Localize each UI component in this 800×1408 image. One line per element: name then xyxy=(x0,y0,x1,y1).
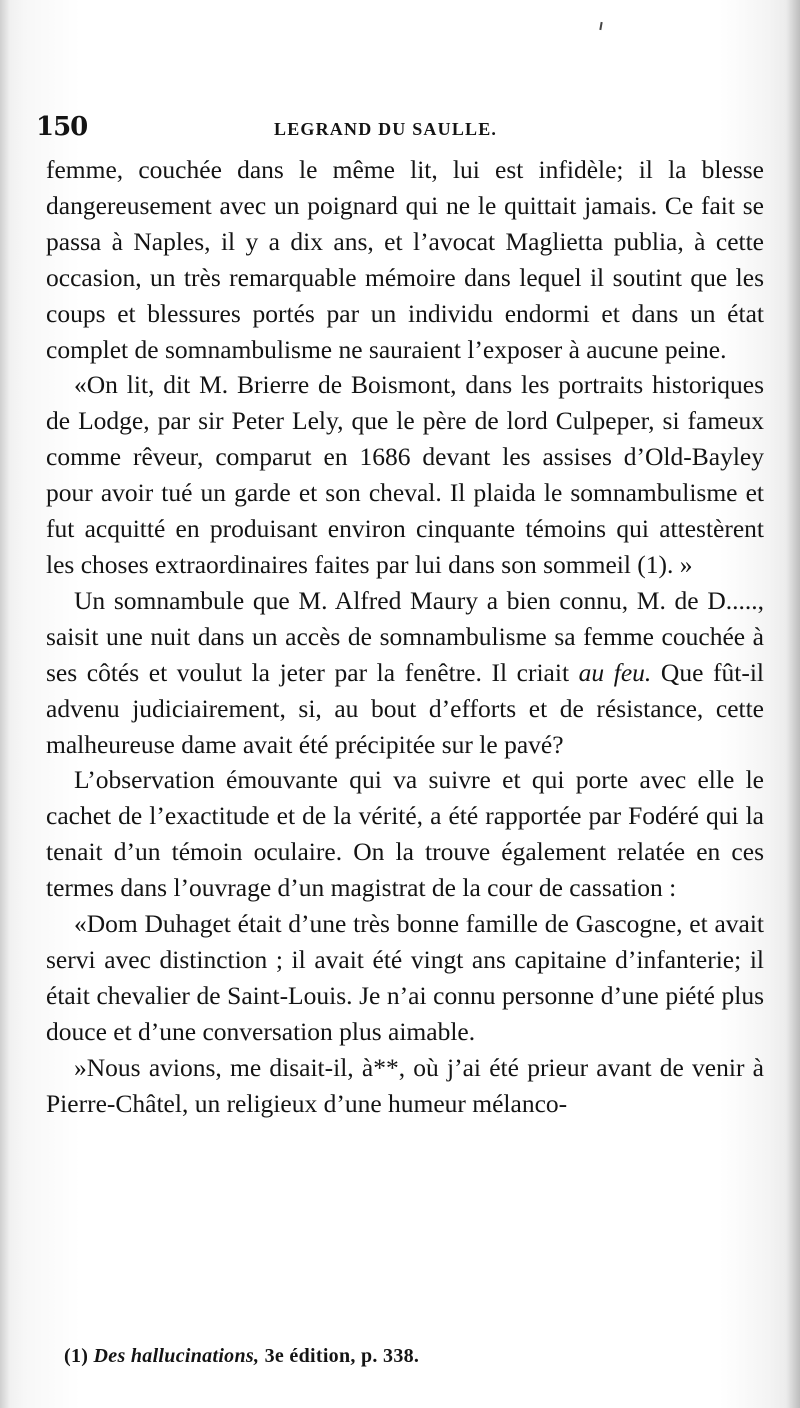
italic-phrase: au feu. xyxy=(578,657,652,687)
footnote-title: Des hallucinations, xyxy=(93,1345,260,1367)
page-header xyxy=(36,110,776,150)
paragraph xyxy=(46,583,764,763)
footnote-marker: (1) xyxy=(64,1345,89,1367)
footnote xyxy=(64,1345,419,1368)
page-number: 150 xyxy=(36,112,88,142)
ink-speck xyxy=(599,22,602,30)
paragraph: L’observation émouvante qui va suivre et qui porte avec elle le cachet de l’exactitude et de la vérité, a été rapportée par Fodéré qui la tenait d’un témoin oculaire. On la trouve également relatée en ces termes dans l’ouvrage d’un magistrat de la cour de cassation : xyxy=(46,765,764,903)
running-head: LEGRAND DU SAULLE. xyxy=(274,119,498,139)
paragraph: »Nous avions, me disait-il, à**, où j’ai été prieur avant de venir à Pierre-Châtel, un religieux d’une humeur mélanco- xyxy=(46,1052,764,1118)
paragraph: «On lit, dit M. Brierre de Boismont, dans les portraits historiques de Lodge, par sir Peter Lely, que le père de lord Culpeper, si fameux comme rêveur, comparut en 1686 devant les assises d’Old-Bayley pour avoir tué un garde et son cheval. Il plaida le somnambulisme et fut acquitté en produisant environ cinquante témoins qui attestèrent les choses extraordinaires faites par lui dans son sommeil (1). » xyxy=(46,370,764,579)
footnote-edition: 3e xyxy=(264,1345,285,1367)
body-text xyxy=(46,152,764,1121)
paragraph-text: Un somnambule que M. Alfred Maury a bien connu, M. de D....., saisit une nuit dans un accès de somnambulisme sa femme couchée à ses côtés et voulut la jeter par la fenêtre. Il criait xyxy=(46,585,764,687)
page-edge-shadow xyxy=(786,0,800,1408)
paragraph: femme, couchée dans le même lit, lui est infidèle; il la blesse dangereusement avec un poignard qui ne le quittait jamais. Ce fait se passa à Naples, il y a dix ans, et l’avocat Maglietta publia, à cette occasion, un très remarquable mémoire dans lequel il soutint que les coups et blessures portés par un individu endormi et dans un état complet de somnambulisme ne sauraient l’exposer à aucune peine. xyxy=(46,155,764,364)
paragraph-text: Que fût-il advenu judiciairement, si, au bout d’efforts et de résistance, cette malheureuse dame avait été précipitée sur le pavé? xyxy=(46,657,765,759)
page-gutter-shadow xyxy=(0,0,10,1408)
paragraph: «Dom Duhaget était d’une très bonne famille de Gascogne, et avait servi avec distinction ; il avait été vingt ans capitaine d’infanterie; il était chevalier de Saint-Louis. Je n’ai connu personne d’une piété plus douce et d’une conversation plus aimable. xyxy=(46,909,764,1046)
footnote-rest: édition, p. 338. xyxy=(289,1345,420,1367)
